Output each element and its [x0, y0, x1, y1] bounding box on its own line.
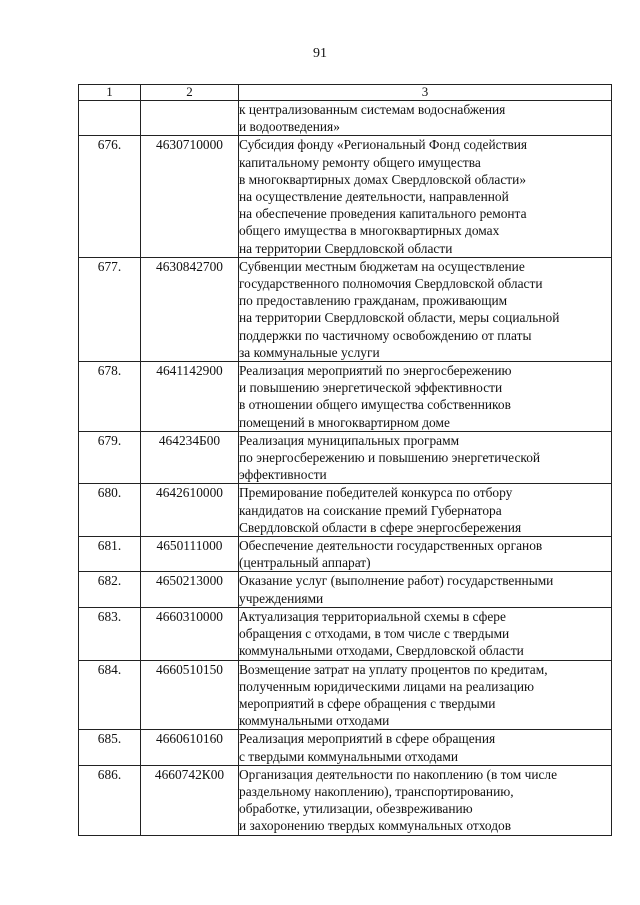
row-number: 679. [79, 431, 141, 484]
row-description [239, 660, 612, 730]
description-line: государственного полномочия Свердловской области [239, 276, 543, 292]
budget-table [78, 84, 612, 836]
description-line: Реализация муниципальных программ [239, 432, 460, 448]
header-col-2: 2 [141, 85, 239, 101]
row-description [239, 572, 612, 607]
header-row [79, 85, 612, 101]
row-description [239, 730, 612, 765]
row-code: 4660510150 [141, 660, 239, 730]
row-description [239, 362, 612, 432]
table-row [79, 765, 612, 835]
table-row [79, 572, 612, 607]
description-line: по энергосбережению и повышению энергетической [239, 450, 541, 466]
row-description [239, 257, 612, 361]
header-col-1: 1 [79, 85, 141, 101]
row-code: 4630842700 [141, 257, 239, 361]
description-line: по предоставлению гражданам, проживающим [239, 293, 508, 309]
description-line: Реализация мероприятий в сфере обращения [239, 731, 496, 747]
table-row [79, 484, 612, 537]
row-description [239, 765, 612, 835]
description-line: обращения с отходами, в том числе с твердыми [239, 626, 510, 642]
row-code: 464234Б00 [141, 431, 239, 484]
row-number [79, 101, 141, 136]
description-line: к централизованным системам водоснабжения [239, 102, 506, 117]
row-description [239, 537, 612, 572]
description-line: в многоквартирных домах Свердловской области» [239, 171, 527, 187]
description-line: общего имущества в многоквартирных домах [239, 223, 500, 239]
row-number: 684. [79, 660, 141, 730]
table-row [79, 257, 612, 361]
row-code: 4650213000 [141, 572, 239, 607]
description-line: Свердловской области в сфере энергосбережения [239, 519, 522, 535]
row-number: 680. [79, 484, 141, 537]
description-line: обработке, утилизации, обезвреживанию [239, 801, 473, 817]
table-row [79, 660, 612, 730]
table-row [79, 730, 612, 765]
description-line: в отношении общего имущества собственников [239, 397, 511, 413]
row-number: 683. [79, 607, 141, 660]
description-line: Субвенции местным бюджетам на осуществление [239, 258, 525, 274]
description-line: Актуализация территориальной схемы в сфере [239, 608, 506, 624]
description-line: на территории Свердловской области, меры социальной [239, 310, 560, 326]
description-line: с твердыми коммунальными отходами [239, 748, 458, 764]
description-line: мероприятий в сфере обращения с твердыми [239, 695, 496, 711]
row-number: 676. [79, 136, 141, 257]
row-number: 685. [79, 730, 141, 765]
description-line: на территории Свердловской области [239, 240, 453, 256]
description-line: Оказание услуг (выполнение работ) государственными [239, 573, 554, 589]
description-line: и повышению энергетической эффективности [239, 380, 503, 396]
row-description [239, 607, 612, 660]
description-line: Обеспечение деятельности государственных органов [239, 538, 543, 554]
description-line: Субсидия фонду «Региональный Фонд содействия [239, 137, 528, 153]
table-row [79, 607, 612, 660]
description-line: капитальному ремонту общего имущества [239, 154, 481, 170]
table-row [79, 136, 612, 257]
row-number: 677. [79, 257, 141, 361]
row-code: 4641142900 [141, 362, 239, 432]
page-number: 91 [313, 46, 327, 61]
description-line: Возмещение затрат на уплату процентов по кредитам, [239, 661, 548, 677]
row-number: 682. [79, 572, 141, 607]
table-row [79, 537, 612, 572]
description-line: кандидатов на соискание премий Губернатора [239, 502, 502, 518]
description-line: Организация деятельности по накоплению (в том числе [239, 766, 558, 782]
description-line: (центральный аппарат) [239, 555, 371, 571]
table-header [79, 85, 612, 101]
row-code: 4642610000 [141, 484, 239, 537]
row-description [239, 136, 612, 257]
description-line: учреждениями [239, 590, 324, 606]
description-line: на обеспечение проведения капитального ремонта [239, 206, 527, 222]
description-line: Премирование победителей конкурса по отбору [239, 485, 513, 501]
description-line: Реализация мероприятий по энергосбережению [239, 363, 512, 379]
row-code: 4660610160 [141, 730, 239, 765]
row-code [141, 101, 239, 136]
row-code: 4630710000 [141, 136, 239, 257]
row-description [239, 431, 612, 484]
description-line: коммунальными отходами [239, 713, 390, 729]
description-line: на осуществление деятельности, направленной [239, 189, 509, 205]
row-number: 678. [79, 362, 141, 432]
description-line: помещений в многоквартирном доме [239, 414, 450, 430]
row-code: 4660742К00 [141, 765, 239, 835]
description-line: за коммунальные услуги [239, 344, 380, 360]
table-body [79, 101, 612, 836]
description-line: поддержки по частичному освобождению от платы [239, 327, 532, 343]
description-line: полученным юридическими лицами на реализацию [239, 678, 535, 694]
description-line: и водоотведения» [239, 119, 340, 135]
table-row [79, 431, 612, 484]
row-description [239, 484, 612, 537]
description-line: эффективности [239, 467, 327, 483]
header-col-3: 3 [239, 85, 612, 101]
row-description [239, 101, 612, 136]
row-code: 4650111000 [141, 537, 239, 572]
table-row [79, 101, 612, 136]
table-row [79, 362, 612, 432]
description-line: раздельному накоплению), транспортированию, [239, 783, 514, 799]
description-line: и захоронению твердых коммунальных отходов [239, 818, 512, 834]
description-line: коммунальными отходами, Свердловской области [239, 643, 524, 659]
row-code: 4660310000 [141, 607, 239, 660]
row-number: 681. [79, 537, 141, 572]
row-number: 686. [79, 765, 141, 835]
